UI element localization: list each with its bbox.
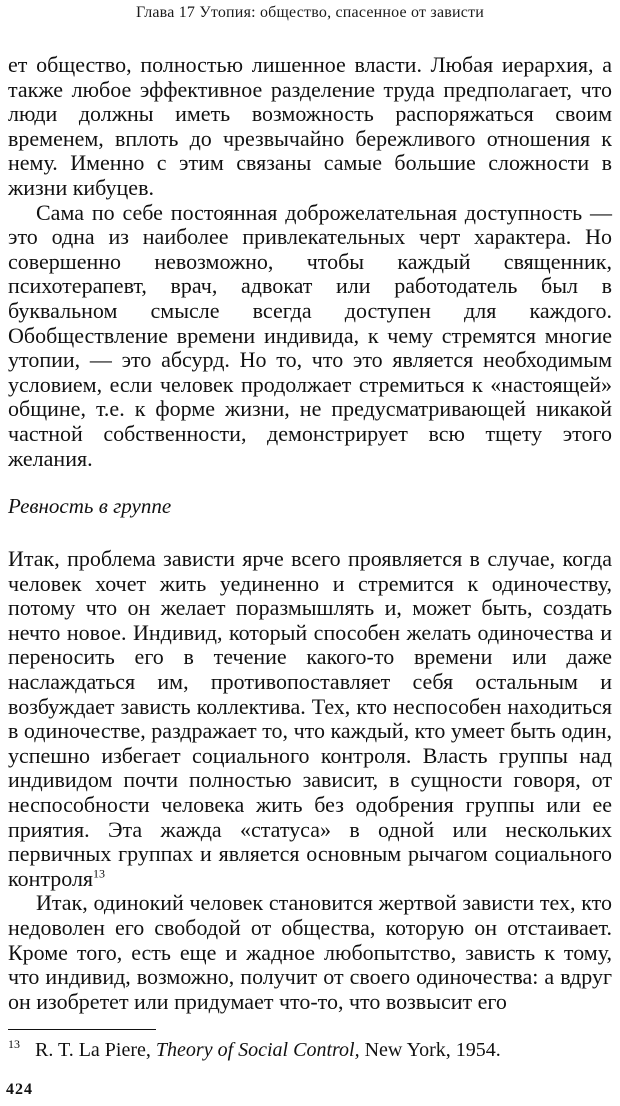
paragraph-continuation: ет общество, полностью лишенное власти. Любая иерархия, а также любое эффективное разделение труда предполагает, что люди должны иметь возможность распоряжаться своим временем, вплоть до чрезвычайно бережливого отношения к нему. Именно с этим связаны самые большие сложности в жизни кибуцев.	[8, 52, 612, 200]
footnote-place-year: New York, 1954.	[364, 1039, 501, 1061]
paragraph-solitude	[8, 547, 612, 891]
page-number: 424	[6, 1081, 33, 1098]
section-heading: Ревность в группе	[8, 494, 172, 518]
running-header: Глава 17 Утопия: общество, спасенное от зависти	[135, 4, 485, 21]
footnote-number: 13	[8, 1037, 20, 1052]
footnote-title: Theory of Social Control,	[155, 1039, 360, 1061]
footnote-reference[interactable]: 13	[93, 866, 106, 881]
footnote-divider	[8, 1029, 156, 1030]
paragraph-lonely-person: Итак, одинокий человек становится жертвой зависти тех, кто недоволен его свободой от общества, которую он отстаивает. Кроме того, есть еще и жадное любопытство, зависть к тому, что индивид, возможно, получит от своего одиночества: а вдруг он изобретет или придумает что-то, что возвысит его	[8, 890, 612, 1014]
main-text-block	[8, 547, 612, 1014]
paragraph-availability: Сама по себе постоянная доброжелательная доступность — это одна из наиболее привлекательных черт характера. Но совершенно невозможно, чтобы каждый священник, психотерапевт, врач, адвокат или работодатель был в буквальном смысле всегда доступен для каждого. Обобществление времени индивида, к чему стремятся многие утопии, — это абсурд. Но то, что это является необходимым условием, если человек продолжает стремиться к «настоящей» общине, т.е. к форме жизни, не предусматривающей никакой частной собственности, демонстрирует всю тщету этого желания.	[8, 199, 612, 471]
footnote	[8, 1038, 612, 1062]
paragraph-solitude-text: Итак, проблема зависти ярче всего проявляется в случае, когда человек хочет жить уединенно и стремится к одиночеству, потому что он желает поразмышлять и, может быть, создать нечто новое. Индивид, который способен желать одиночества и переносить его в течение какого-то времени или даже наслаждаться им, противопоставляет себя остальным и возбуждает зависть коллектива. Тех, кто неспособен находиться в одиночестве, раздражает то, что каждый, кто умеет быть один, успешно избегает социального контроля. Власть группы над индивидом почти полностью зависит, в сущности говоря, от неспособности человека жить без одобрения группы или ее приятия. Эта жажда «статуса» в одной или нескольких первичных группах и является основным рычагом социального контроля	[8, 546, 612, 891]
footnote-author: R. T. La Piere,	[35, 1039, 151, 1061]
top-text-block	[8, 53, 612, 471]
